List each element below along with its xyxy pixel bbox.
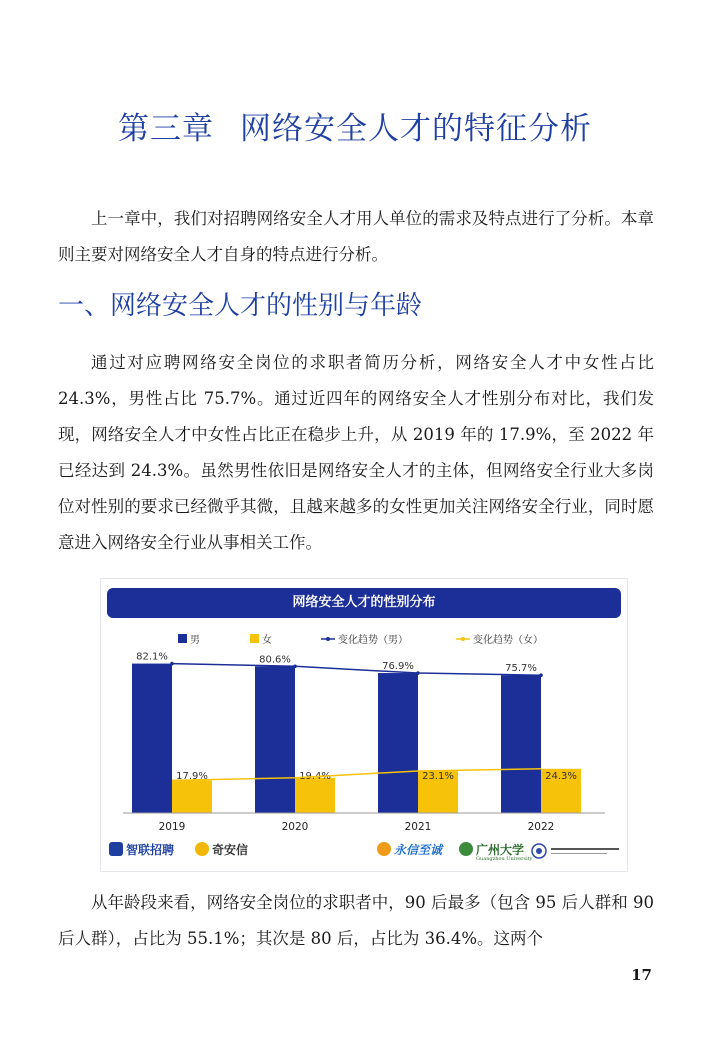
data-label-male: 80.6% (259, 654, 291, 666)
chart-plot (101, 579, 627, 841)
data-label-female: 17.9% (176, 771, 208, 782)
intro-paragraph: 上一章中，我们对招聘网络安全人才用人单位的需求及特点进行了分析。本章则主要对网络安全人才自身的特点进行分析。 (58, 209, 654, 264)
x-tick-label: 2019 (158, 821, 186, 833)
data-label-female: 24.3% (545, 771, 577, 782)
sponsor-logos (101, 839, 627, 867)
trend-point-male (416, 671, 420, 675)
trend-point-male (293, 665, 297, 669)
data-label-male: 82.1% (136, 651, 168, 663)
legend-marker-male-trend (326, 637, 330, 641)
yongxin-logo (377, 841, 442, 858)
gzhu-logo (459, 841, 533, 862)
bar-male (378, 673, 418, 813)
gzhu-logo-en: Guangzhou University (476, 856, 533, 862)
x-tick-label: 2020 (281, 821, 309, 833)
bar-male (255, 666, 295, 813)
legend-label-female-trend: 变化趋势（女） (473, 635, 543, 646)
data-label-female: 23.1% (422, 771, 454, 782)
x-tick-label: 2022 (527, 821, 555, 833)
chapter-name: 网络安全人才的特征分析 (240, 111, 592, 147)
data-label-male: 76.9% (382, 661, 414, 673)
academy-logo (531, 843, 621, 862)
legend-marker-female-trend (461, 637, 465, 641)
data-label-male: 75.7% (505, 663, 537, 675)
legend-label-female: 女 (262, 635, 272, 646)
trend-point-male (539, 673, 543, 677)
qianxin-logo (195, 841, 248, 858)
gzhu-logo-text: 广州大学 (476, 843, 525, 857)
legend-label-male: 男 (190, 635, 200, 646)
chart-title: 网络安全人才的性别分布 (107, 588, 621, 618)
x-tick-label: 2021 (404, 821, 432, 833)
legend-swatch-female (250, 634, 259, 643)
legend-label-male-trend: 变化趋势（男） (338, 635, 408, 646)
trend-point-male (170, 662, 174, 666)
bar-male (501, 675, 541, 813)
trend-line-male (172, 664, 541, 676)
bar-female (295, 778, 335, 813)
trend-line-female (172, 769, 541, 781)
age-paragraph: 从年龄段来看，网络安全岗位的求职者中，90 后最多（包含 95 后人群和 90 后人群），占比为 55.1%；其次是 80 后，占比为 36.4%。这两个 (58, 893, 654, 948)
bar-male (132, 664, 172, 813)
gender-paragraph: 通过对应聘网络安全岗位的求职者简历分析，网络安全人才中女性占比 24.3%，男性占比 75.7%。通过近四年的网络安全人才性别分布对比，我们发现，网络安全人才中女性占比正在稳步上升，从 2019 年的 17.9%，至 2022 年已经达到 24.3%。虽然男性依旧是网络安全人才的主体，但网络安全行业大多岗位对性别的要求已经微乎其微，且越来越多的女性更加关注网络安全行业，同时愿意进入网络安全行业从事相关工作。 (58, 353, 654, 552)
legend-swatch-male (178, 634, 187, 643)
chapter-title (0, 103, 710, 148)
yongxin-logo-text: 永信至诚 (394, 843, 443, 857)
academy-seal-icon (531, 843, 621, 859)
gender-distribution-chart (100, 578, 628, 872)
section-title: 一、网络安全人才的性别与年龄 (58, 291, 423, 321)
qianxin-logo-text: 奇安信 (212, 843, 249, 857)
bar-female (172, 780, 212, 813)
chapter-number: 第三章 (118, 111, 214, 147)
zhilian-logo (109, 841, 174, 858)
data-label-female: 19.4% (299, 771, 331, 782)
page-number: 17 (631, 966, 652, 984)
zhilian-logo-text: 智联招聘 (126, 843, 175, 857)
